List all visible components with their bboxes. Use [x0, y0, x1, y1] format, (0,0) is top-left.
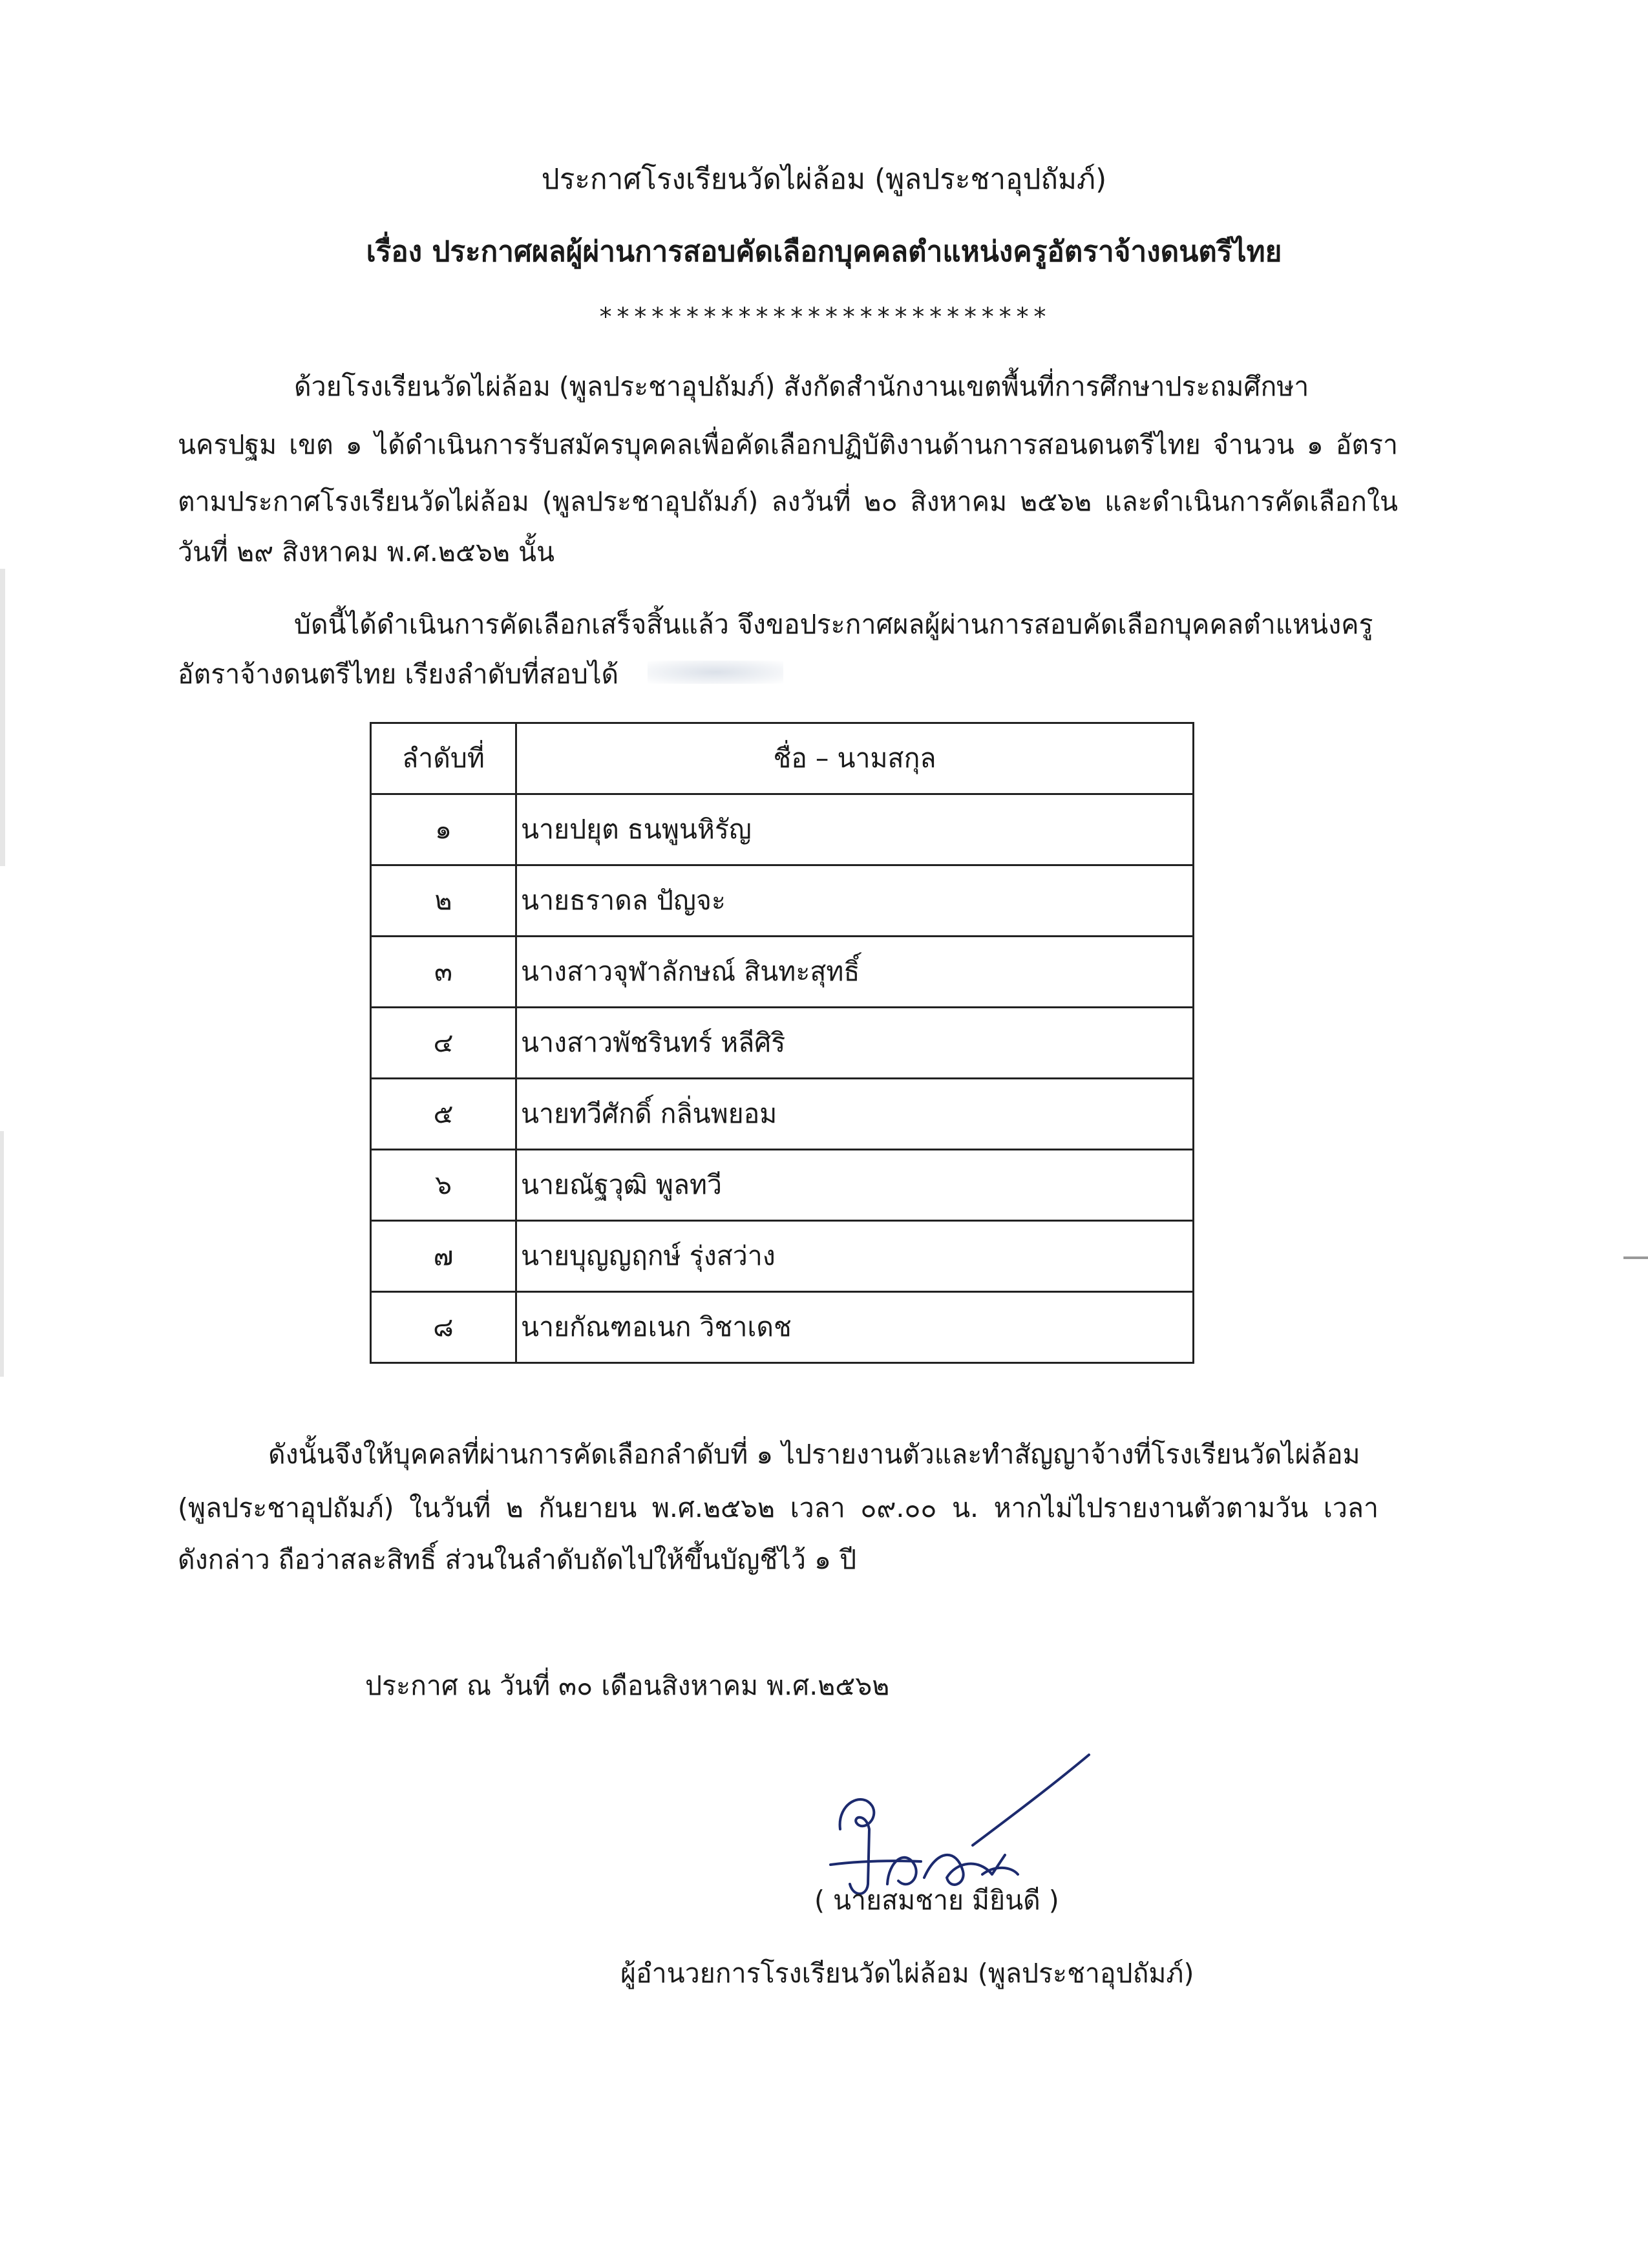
- row-name: นายธราดล ปัญจะ: [516, 865, 1194, 937]
- table-row: [371, 1221, 1194, 1292]
- table-row: [371, 1150, 1194, 1221]
- header-order: ลำดับที่: [371, 723, 516, 794]
- row-order: ๒: [371, 865, 516, 937]
- separator-stars: **************************: [598, 302, 1050, 331]
- table-header-row: [371, 723, 1194, 794]
- paragraph3-line2: (พูลประชาอุปถัมภ์) ในวันที่ ๒ กันยายน พ.ศ.๒๕๖๒ เวลา ๐๙.๐๐ น. หากไม่ไปรายงานตัวตามวัน เวลา: [178, 1492, 1379, 1523]
- table-row: [371, 1292, 1194, 1363]
- row-order: ๕: [371, 1079, 516, 1150]
- table-row: [371, 794, 1194, 865]
- scan-edge-mark-left-lower: [0, 1131, 4, 1377]
- signature-stroke: [973, 1755, 1089, 1845]
- table-row: [371, 1079, 1194, 1150]
- row-order: ๗: [371, 1221, 516, 1292]
- table-row: [371, 937, 1194, 1008]
- row-name: นายกัณฑอเนก วิชาเดช: [516, 1292, 1194, 1363]
- paragraph3-line3: ดังกล่าว ถือว่าสละสิทธิ์ ส่วนในลำดับถัดไปให้ขึ้นบัญชีไว้ ๑ ปี: [178, 1544, 857, 1575]
- table-row: [371, 1008, 1194, 1079]
- row-name: นายปยุต ธนพูนหิรัญ: [516, 794, 1194, 865]
- paragraph1-line4: วันที่ ๒๙ สิงหาคม พ.ศ.๒๕๖๒ นั้น: [178, 536, 555, 567]
- scan-edge-mark-right: [1623, 1256, 1648, 1259]
- paragraph1-line3: ตามประกาศโรงเรียนวัดไผ่ล้อม (พูลประชาอุปถัมภ์) ลงวันที่ ๒๐ สิงหาคม ๒๕๖๒ และดำเนินการคัดเลือกใน: [178, 486, 1398, 517]
- row-order: ๔: [371, 1008, 516, 1079]
- row-name: นางสาวพัชรินทร์ หลีศิริ: [516, 1008, 1194, 1079]
- row-name: นายณัฐวุฒิ พูลทวี: [516, 1150, 1194, 1221]
- signer-title: ผู้อำนวยการโรงเรียนวัดไผ่ล้อม (พูลประชาอุปถัมภ์): [620, 1958, 1194, 1989]
- signature-stroke: [840, 1799, 874, 1894]
- announcement-date: ประกาศ ณ วันที่ ๓๐ เดือนสิงหาคม พ.ศ.๒๕๖๒: [365, 1670, 890, 1701]
- paragraph3-line1: ดังนั้นจึงให้บุคคลที่ผ่านการคัดเลือกลำดับที่ ๑ ไปรายงานตัวและทำสัญญาจ้างที่โรงเรียนวัดไผ่ล้อม: [268, 1439, 1360, 1470]
- row-order: ๘: [371, 1292, 516, 1363]
- signature-stroke: [830, 1861, 921, 1865]
- signer-name: ( นายสมชาย มียินดี ): [814, 1885, 1059, 1916]
- row-order: ๖: [371, 1150, 516, 1221]
- document-subject: เรื่อง ประกาศผลผู้ผ่านการสอบคัดเลือกบุคคลตำแหน่งครูอัตราจ้างดนตรีไทย: [366, 235, 1282, 268]
- paragraph1-line2: นครปฐม เขต ๑ ได้ดำเนินการรับสมัครบุคคลเพื่อคัดเลือกปฏิบัติงานด้านการสอนดนตรีไทย จำนวน ๑ อัตรา: [178, 429, 1398, 460]
- row-order: ๑: [371, 794, 516, 865]
- document-title: ประกาศโรงเรียนวัดไผ่ล้อม (พูลประชาอุปถัมภ์): [541, 163, 1107, 196]
- scan-edge-mark-left: [0, 569, 5, 866]
- faint-scan-smudge: [648, 661, 783, 684]
- paragraph2-line1: บัดนี้ได้ดำเนินการคัดเลือกเสร็จสิ้นแล้ว จึงขอประกาศผลผู้ผ่านการสอบคัดเลือกบุคคลตำแหน่งครู: [294, 609, 1373, 640]
- paragraph2-line2: อัตราจ้างดนตรีไทย เรียงลำดับที่สอบได้: [178, 659, 619, 690]
- header-name: ชื่อ – นามสกุล: [516, 723, 1194, 794]
- row-order: ๓: [371, 937, 516, 1008]
- table-row: [371, 865, 1194, 937]
- row-name: นางสาวจุฬาลักษณ์ สินทะสุทธิ์: [516, 937, 1194, 1008]
- results-table: [370, 722, 1194, 1364]
- row-name: นายทวีศักดิ์ กลิ่นพยอม: [516, 1079, 1194, 1150]
- paragraph1-line1: ด้วยโรงเรียนวัดไผ่ล้อม (พูลประชาอุปถัมภ์) สังกัดสำนักงานเขตพื้นที่การศึกษาประถมศึกษา: [294, 371, 1309, 402]
- row-name: นายบุญญฤกษ์ รุ่งสว่าง: [516, 1221, 1194, 1292]
